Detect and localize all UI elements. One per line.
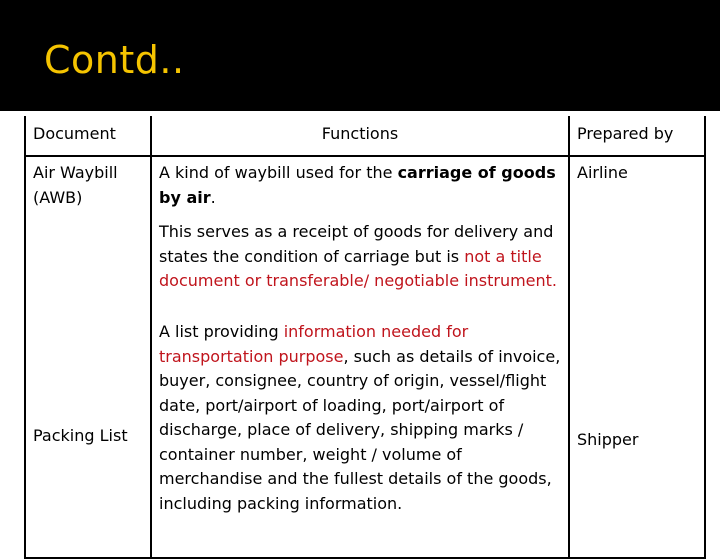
functions-highlight: information needed for transportation purpose (159, 322, 469, 366)
header-prepared-by: Prepared by (569, 116, 705, 156)
functions-cell (151, 156, 569, 316)
functions-text: A kind of waybill used for the (159, 163, 398, 182)
functions-text: , such as details of invoice, buyer, consignee, country of origin, vessel/flight date, port/airport of loading, port/airport of discharge, place of delivery, shipping marks / container number, weight / volume of merchandise and the fullest details of the goods, including packing information. (159, 346, 561, 513)
functions-text: A list providing (159, 322, 284, 341)
prepared-by-cell: Shipper (569, 316, 705, 558)
header-functions: Functions (151, 116, 569, 156)
functions-paragraph (159, 220, 568, 294)
table-header-row (25, 116, 705, 156)
document-name: Air Waybill (33, 163, 118, 182)
document-name: Packing List (33, 426, 128, 446)
document-abbreviation: (AWB) (33, 187, 83, 207)
functions-highlight: not a title document or transferable/ negotiable instrument. (159, 246, 558, 290)
document-cell (25, 156, 151, 316)
table-row (25, 156, 705, 316)
functions-cell (151, 316, 569, 558)
functions-paragraph (159, 320, 568, 516)
table-row (25, 316, 705, 558)
functions-emphasis: carriage of goods by air (159, 163, 556, 207)
header-document: Document (25, 116, 151, 156)
functions-text: . (210, 187, 216, 207)
prepared-by-cell: Airline (569, 156, 705, 316)
functions-text: This serves as a receipt of goods for delivery and states the condition of carriage but is (159, 222, 554, 266)
functions-paragraph (159, 161, 568, 210)
slide-title: Contd.. (44, 38, 185, 82)
documents-table (24, 116, 706, 559)
document-cell (25, 316, 151, 558)
